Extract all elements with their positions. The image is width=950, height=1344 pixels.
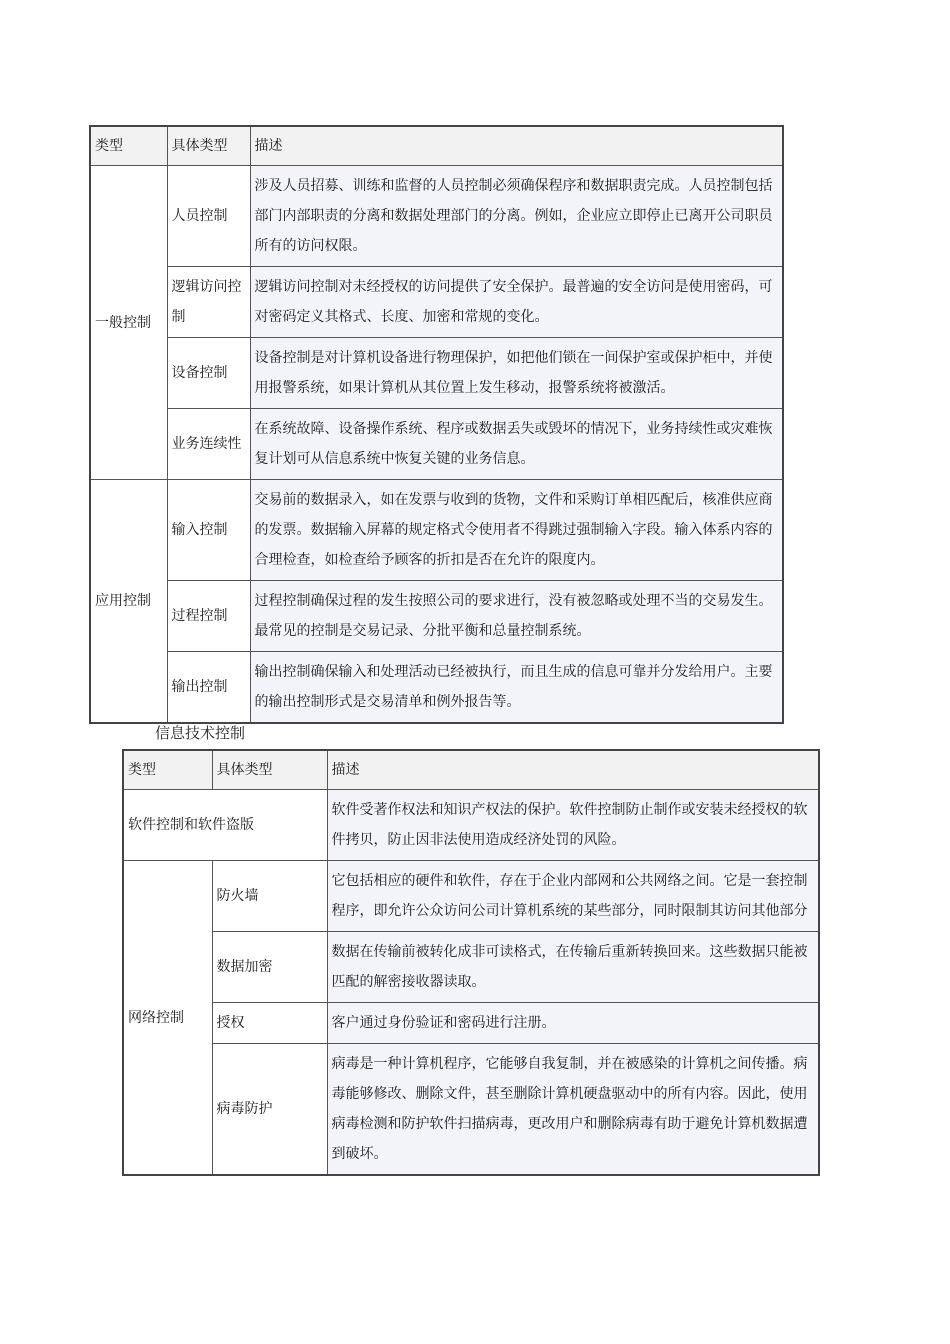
subtype-cell: 输出控制 (167, 652, 250, 724)
table-row (123, 1003, 819, 1044)
description-cell: 逻辑访问控制对未经授权的访问提供了安全保护。最普遍的安全访问是使用密码，可对密码定义其格式、长度、加密和常规的变化。 (250, 267, 783, 338)
description-cell: 它包括相应的硬件和软件，存在于企业内部网和公共网络之间。它是一套控制程序，即允许公众访问公司计算机系统的某些部分，同时限制其访问其他部分 (327, 861, 819, 932)
header-type: 类型 (90, 126, 167, 166)
table-row (123, 932, 819, 1003)
header-description: 描述 (250, 126, 783, 166)
subtype-cell: 防火墙 (212, 861, 327, 932)
type-cell: 网络控制 (123, 861, 212, 1176)
description-cell: 在系统故障、设备操作系统、程序或数据丢失或毁坏的情况下，业务持续性或灾难恢复计划可从信息系统中恢复关键的业务信息。 (250, 409, 783, 480)
type-cell: 应用控制 (90, 480, 167, 724)
table-row (90, 338, 783, 409)
subtype-cell: 输入控制 (167, 480, 250, 581)
table-row (123, 790, 819, 861)
type-cell: 一般控制 (90, 166, 167, 480)
table-row (90, 267, 783, 338)
subtype-cell: 病毒防护 (212, 1044, 327, 1176)
table-row (90, 166, 783, 267)
header-description: 描述 (327, 750, 819, 790)
table-row (123, 1044, 819, 1176)
table-row (90, 652, 783, 724)
subtype-cell: 业务连续性 (167, 409, 250, 480)
type-cell: 软件控制和软件盗版 (123, 790, 327, 861)
description-cell: 数据在传输前被转化成非可读格式，在传输后重新转换回来。这些数据只能被匹配的解密接收器读取。 (327, 932, 819, 1003)
subtype-cell: 过程控制 (167, 581, 250, 652)
subtype-cell: 逻辑访问控制 (167, 267, 250, 338)
table-row (90, 409, 783, 480)
subtype-cell: 人员控制 (167, 166, 250, 267)
description-cell: 设备控制是对计算机设备进行物理保护，如把他们锁在一间保护室或保护柜中，并使用报警系统，如果计算机从其位置上发生移动，报警系统将被激活。 (250, 338, 783, 409)
subtype-cell: 设备控制 (167, 338, 250, 409)
description-cell: 过程控制确保过程的发生按照公司的要求进行，没有被忽略或处理不当的交易发生。最常见的控制是交易记录、分批平衡和总量控制系统。 (250, 581, 783, 652)
subtype-cell: 数据加密 (212, 932, 327, 1003)
header-type: 类型 (123, 750, 212, 790)
header-subtype: 具体类型 (167, 126, 250, 166)
description-cell: 涉及人员招募、训练和监督的人员控制必须确保程序和数据职责完成。人员控制包括部门内部职责的分离和数据处理部门的分离。例如，企业应立即停止已离开公司职员所有的访问权限。 (250, 166, 783, 267)
description-cell: 交易前的数据录入，如在发票与收到的货物，文件和采购订单相匹配后，核准供应商的发票。数据输入屏幕的规定格式令使用者不得跳过强制输入字段。输入体系内容的合理检查，如检查给予顾客的折扣是否在允许的限度内。 (250, 480, 783, 581)
table-row (90, 581, 783, 652)
header-subtype: 具体类型 (212, 750, 327, 790)
section-caption: 信息技术控制 (155, 724, 246, 742)
controls-table-it (122, 749, 820, 1176)
table-row (123, 861, 819, 932)
table-row (90, 480, 783, 581)
description-cell: 软件受著作权法和知识产权法的保护。软件控制防止制作或安装未经授权的软件拷贝，防止因非法使用造成经济处罚的风险。 (327, 790, 819, 861)
description-cell: 输出控制确保输入和处理活动已经被执行，而且生成的信息可靠并分发给用户。主要的输出控制形式是交易清单和例外报告等。 (250, 652, 783, 724)
description-cell: 客户通过身份验证和密码进行注册。 (327, 1003, 819, 1044)
controls-table-general-application (89, 125, 784, 724)
description-cell: 病毒是一种计算机程序，它能够自我复制，并在被感染的计算机之间传播。病毒能够修改、删除文件，甚至删除计算机硬盘驱动中的所有内容。因此，使用病毒检测和防护软件扫描病毒，更改用户和删除病毒有助于避免计算机数据遭到破坏。 (327, 1044, 819, 1176)
table-header-row (90, 126, 783, 166)
table-header-row (123, 750, 819, 790)
subtype-cell: 授权 (212, 1003, 327, 1044)
